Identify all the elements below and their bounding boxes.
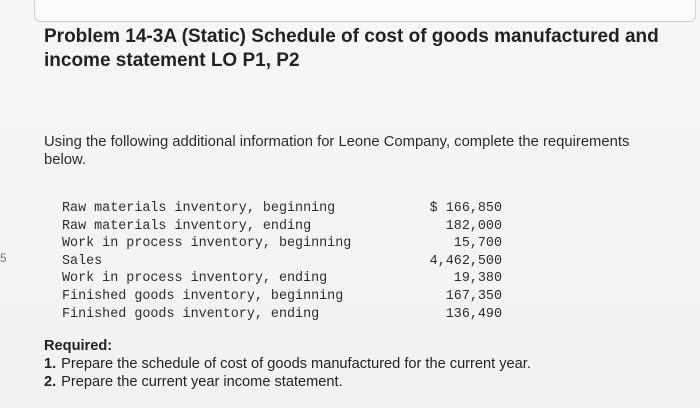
table-row <box>62 306 502 324</box>
requirements-list <box>44 355 654 391</box>
information-label: Work in process inventory, beginning <box>62 236 352 252</box>
information-label: Raw materials inventory, beginning <box>62 201 336 216</box>
instructions-text: Using the following additional information for Leone Company, complete the requirements below. <box>44 134 630 168</box>
requirement-item <box>44 355 654 373</box>
table-row <box>62 270 502 288</box>
table-row <box>62 218 502 236</box>
problem-title: Problem 14-3A (Static) Schedule of cost of goods manufactured and income statement LO P1, P2 <box>44 26 659 71</box>
information-label: Finished goods inventory, ending <box>62 306 320 322</box>
additional-information-table <box>62 200 502 323</box>
requirements-section <box>44 337 654 391</box>
table-row <box>62 253 502 271</box>
information-value: 19,380 <box>453 271 502 287</box>
information-value: 15,700 <box>453 236 502 252</box>
information-value: 136,490 <box>445 306 502 322</box>
requirement-number: 2. <box>44 374 57 390</box>
information-label: Finished goods inventory, beginning <box>62 288 344 304</box>
information-value: 4,462,500 <box>429 253 502 269</box>
left-margin-mark: 5 <box>0 251 7 265</box>
table-row <box>62 200 502 218</box>
information-value: 167,350 <box>445 288 502 304</box>
top-frame <box>34 0 696 22</box>
information-value: 182,000 <box>445 218 502 234</box>
requirement-item <box>44 373 654 391</box>
information-label: Sales <box>62 253 103 269</box>
information-value: $ 166,850 <box>429 201 502 216</box>
requirement-text: Prepare the schedule of cost of goods manufactured for the current year. <box>61 356 531 372</box>
table-row <box>62 235 502 253</box>
table-row <box>62 288 502 306</box>
requirement-number: 1. <box>44 356 57 372</box>
required-heading: Required: <box>44 338 113 354</box>
information-label: Work in process inventory, ending <box>62 271 328 287</box>
information-label: Raw materials inventory, ending <box>62 218 312 234</box>
requirement-text: Prepare the current year income statement. <box>61 374 343 390</box>
